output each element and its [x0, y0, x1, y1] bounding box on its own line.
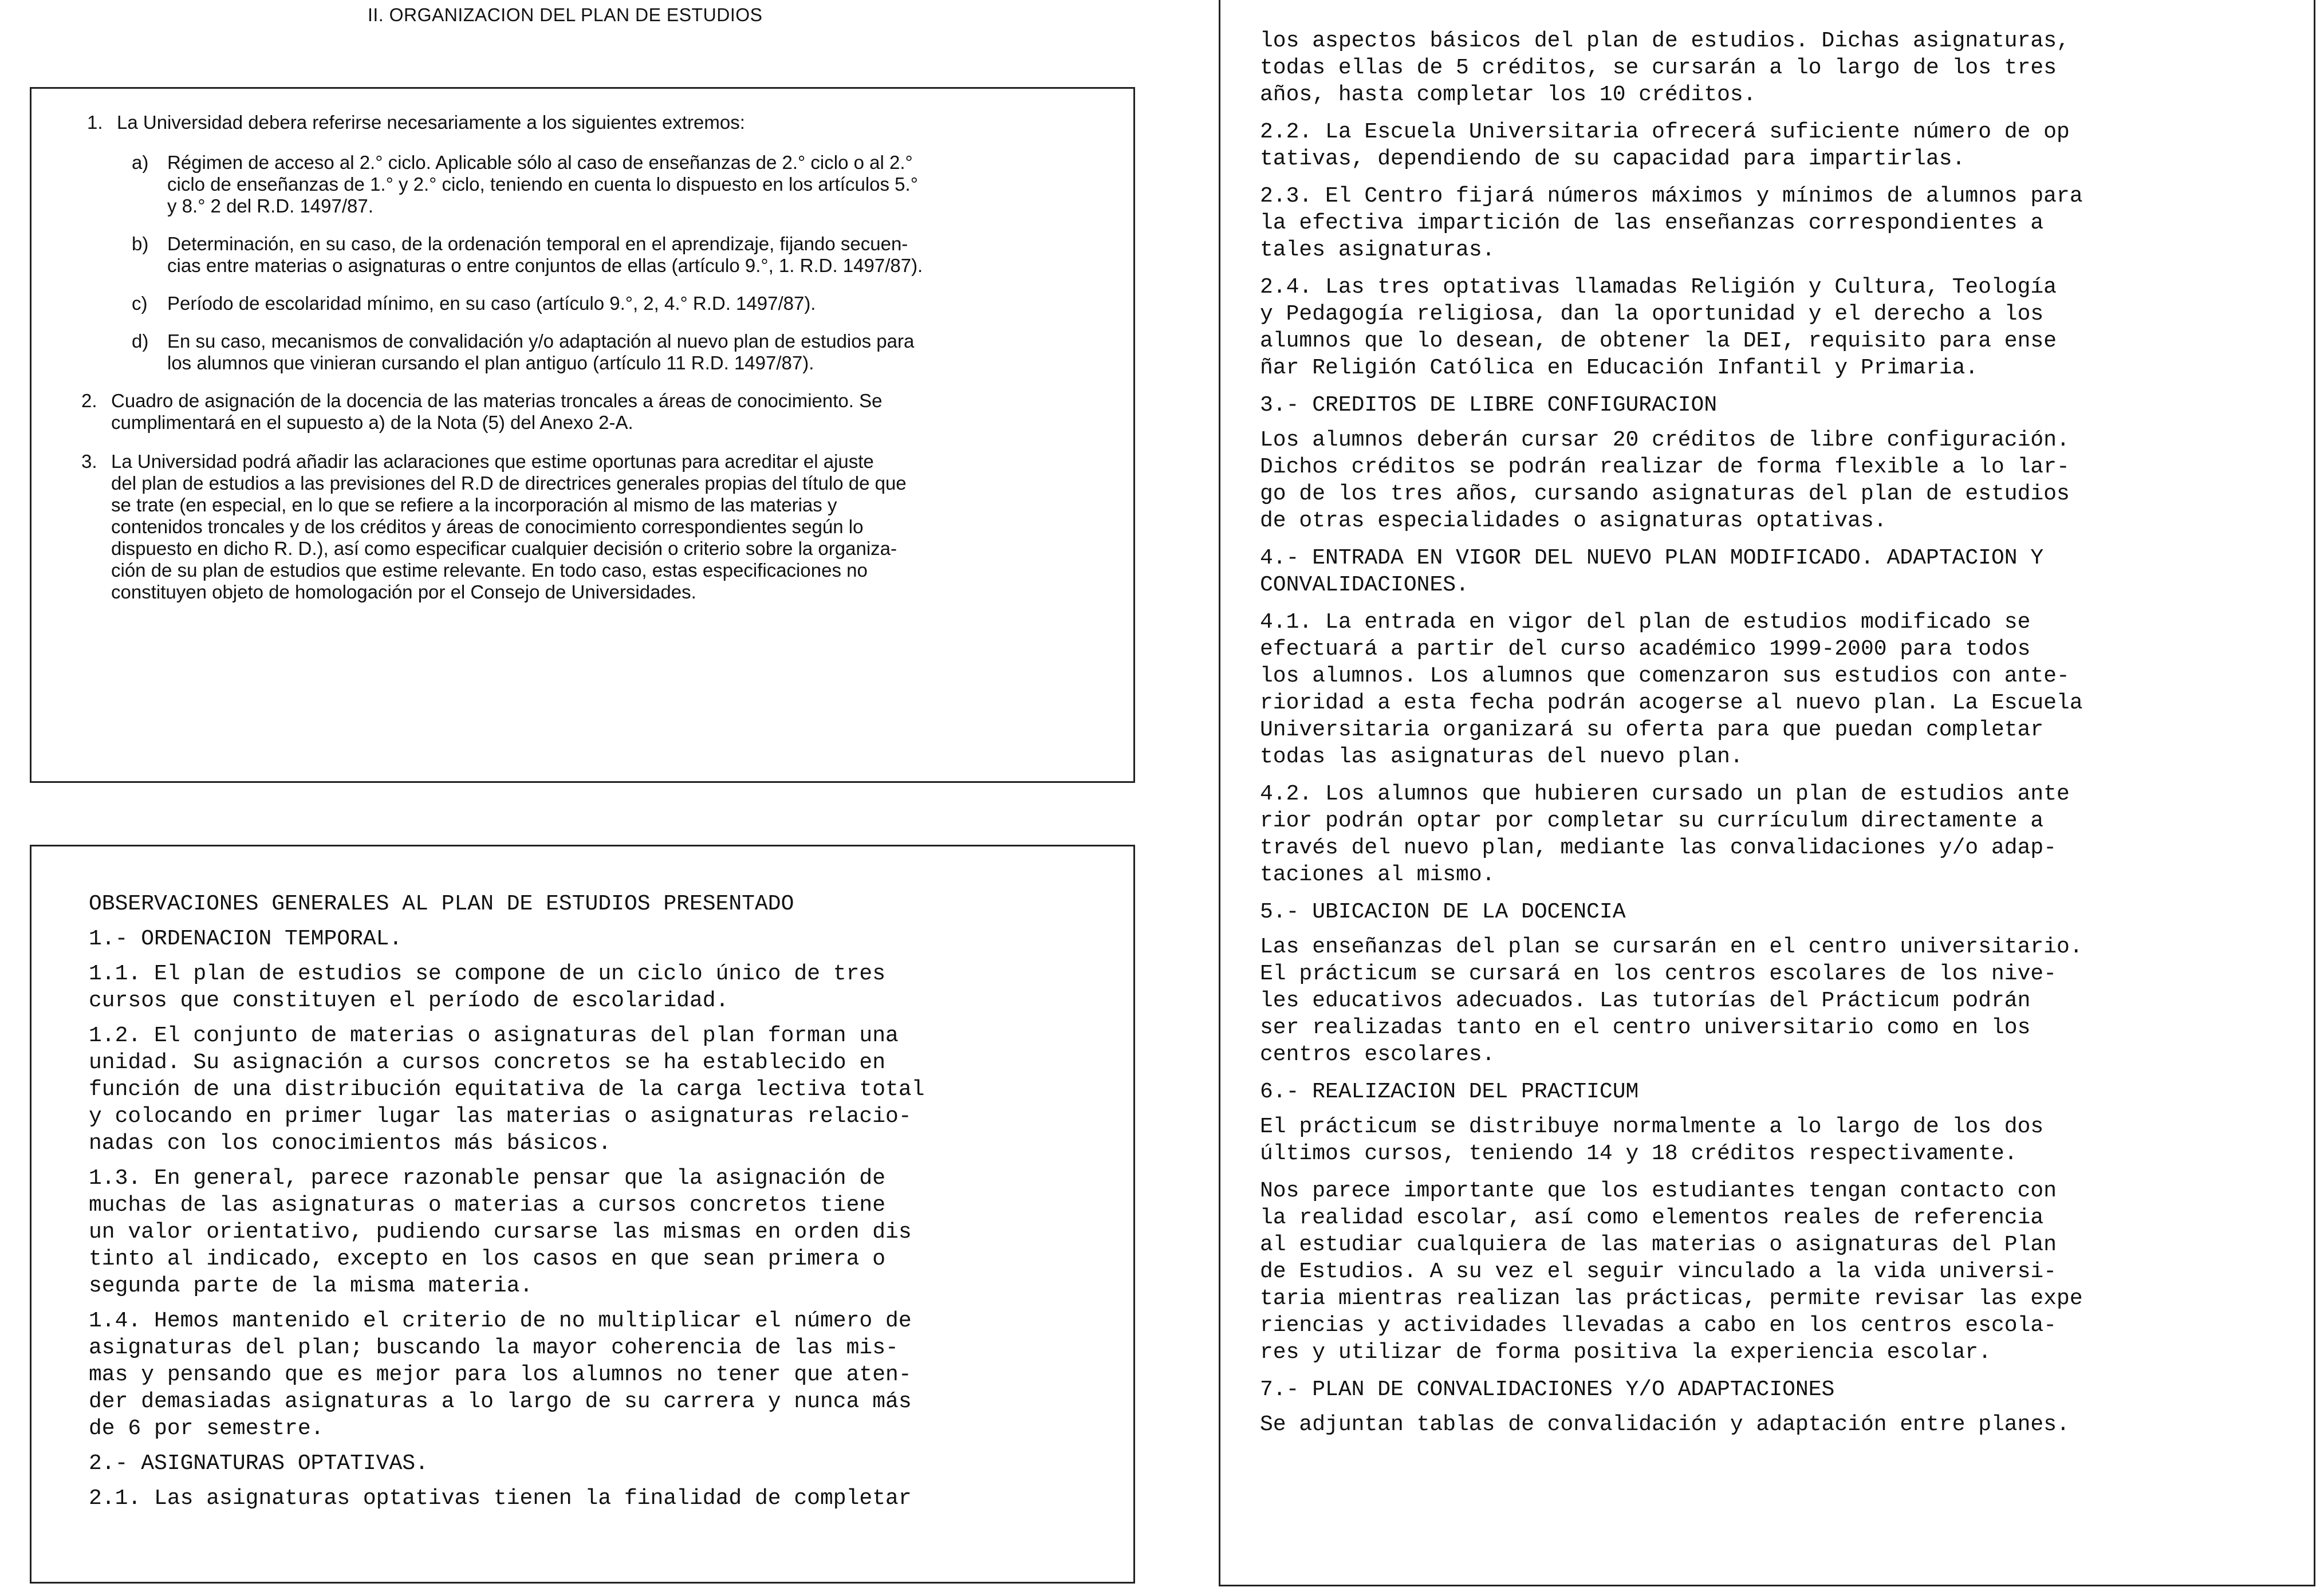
text-line: función de una distribución equitativa de la carga lectiva total: [89, 1077, 925, 1102]
observation-paragraph: [89, 1022, 924, 1157]
text-line: efectuará a partir del curso académico 1999-2000 para todos: [1260, 637, 2031, 661]
text-line: Universitaria organizará su oferta para que puedan completar: [1260, 718, 2044, 742]
subitem-letter: c): [132, 293, 148, 314]
right-paragraph: [1260, 1078, 2083, 1105]
text-line: 4.- ENTRADA EN VIGOR DEL NUEVO PLAN MODIFICADO. ADAPTACION Y: [1260, 546, 2044, 570]
subitem-letter: d): [132, 330, 149, 352]
text-line: El prácticum se cursará en los centros escolares de los nive-: [1260, 962, 2057, 986]
text-line: rioridad a esta fecha podrán acogerse al nuevo plan. La Escuela: [1260, 691, 2083, 715]
text-line: 7.- PLAN DE CONVALIDACIONES Y/O ADAPTACIONES: [1260, 1377, 1835, 1402]
text-line: les educativos adecuados. Las tutorías del Prácticum podrán: [1260, 988, 2031, 1013]
right-paragraph: [1260, 1411, 2083, 1438]
text-line: Las enseñanzas del plan se cursarán en el centro universitario.: [1260, 935, 2083, 959]
text-line: y Pedagogía religiosa, dan la oportunidad y el derecho a los: [1260, 302, 2044, 326]
text-line: años, hasta completar los 10 créditos.: [1260, 82, 1756, 107]
text-line: tinto al indicado, excepto en los casos en que sean primera o: [89, 1247, 886, 1271]
observaciones-text: [89, 891, 924, 1520]
subitem-line: ciclo de enseñanzas de 1.° y 2.° ciclo, teniendo en cuenta lo dispuesto en los artículos 5.°: [167, 174, 918, 195]
text-line: OBSERVACIONES GENERALES AL PLAN DE ESTUDIOS PRESENTADO: [89, 892, 794, 916]
text-line: 2.3. El Centro fijará números máximos y mínimos de alumnos para: [1260, 184, 2083, 208]
text-line: 3.- CREDITOS DE LIBRE CONFIGURACION: [1260, 393, 1718, 418]
observation-paragraph: [89, 926, 924, 952]
text-line: 2.- ASIGNATURAS OPTATIVAS.: [89, 1451, 428, 1476]
item-line: La Universidad podrá añadir las aclaraciones que estime oportunas para acreditar el ajuste: [111, 451, 874, 472]
text-line: taciones al mismo.: [1260, 863, 1495, 887]
text-line: 5.- UBICACION DE LA DOCENCIA: [1260, 900, 1626, 924]
subitem-line: Régimen de acceso al 2.° ciclo. Aplicable sólo al caso de enseñanzas de 2.° ciclo o al 2.°: [167, 152, 913, 173]
observation-paragraph: [89, 891, 924, 917]
text-line: los alumnos. Los alumnos que comenzaron sus estudios con ante-: [1260, 664, 2070, 688]
text-line: través del nuevo plan, mediante las convalidaciones y/o adap-: [1260, 836, 2057, 860]
text-line: unidad. Su asignación a cursos concretos se ha establecido en: [89, 1050, 886, 1075]
subitem-line: Período de escolaridad mínimo, en su caso (artículo 9.°, 2, 4.° R.D. 1497/87).: [167, 293, 816, 314]
text-line: ñar Religión Católica en Educación Infantil y Primaria.: [1260, 356, 1979, 380]
text-line: tativas, dependiendo de su capacidad para impartirlas.: [1260, 147, 1965, 171]
text-line: Dichos créditos se podrán realizar de forma flexible a lo lar-: [1260, 455, 2070, 479]
right-paragraph: [1260, 545, 2083, 598]
text-line: 2.2. La Escuela Universitaria ofrecerá suficiente número de op: [1260, 120, 2070, 144]
instruction-item: [81, 451, 1101, 603]
text-line: últimos cursos, teniendo 14 y 18 créditos respectivamente.: [1260, 1141, 2018, 1166]
section-title: II. ORGANIZACION DEL PLAN DE ESTUDIOS: [368, 5, 763, 25]
item-number: 2.: [81, 390, 97, 411]
item-line: se trate (en especial, en lo que se refiere a la incorporación al mismo de las materias y: [111, 494, 837, 515]
text-line: cursos que constituyen el período de escolaridad.: [89, 988, 729, 1013]
text-line: de 6 por semestre.: [89, 1416, 324, 1441]
right-paragraph: [1260, 1177, 2083, 1366]
observation-paragraph: [89, 1450, 924, 1477]
right-paragraph: [1260, 427, 2083, 534]
instruction-item: [87, 110, 1101, 135]
instruction-subitem: [132, 293, 1101, 314]
text-line: un valor orientativo, pudiendo cursarse las mismas en orden dis: [89, 1220, 912, 1245]
text-line: riencias y actividades llevadas a cabo en los centros escola-: [1260, 1313, 2057, 1338]
text-line: nadas con los conocimientos más básicos.: [89, 1131, 612, 1156]
text-line: de otras especialidades o asignaturas optativas.: [1260, 509, 1887, 533]
text-line: 1.1. El plan de estudios se compone de un ciclo único de tres: [89, 962, 886, 986]
observation-paragraph: [89, 1165, 924, 1299]
text-line: El prácticum se distribuye normalmente a lo largo de los dos: [1260, 1114, 2044, 1139]
item-line: del plan de estudios a las previsiones del R.D de directrices generales propias del título de que: [111, 472, 907, 494]
right-paragraph: [1260, 274, 2083, 381]
text-line: Se adjuntan tablas de convalidación y adaptación entre planes.: [1260, 1412, 2070, 1437]
text-line: muchas de las asignaturas o materias a cursos concretos tiene: [89, 1193, 886, 1218]
text-line: todas ellas de 5 créditos, se cursarán a lo largo de los tres: [1260, 56, 2057, 80]
right-paragraph: [1260, 27, 2083, 108]
text-line: 2.4. Las tres optativas llamadas Religión y Cultura, Teología: [1260, 275, 2057, 300]
text-line: der demasiadas asignaturas a lo largo de su carrera y nunca más: [89, 1389, 912, 1414]
subitem-line: y 8.° 2 del R.D. 1497/87.: [167, 195, 373, 216]
right-paragraph: [1260, 1113, 2083, 1167]
text-line: centros escolares.: [1260, 1042, 1495, 1067]
text-line: mas y pensando que es mejor para los alumnos no tener que aten-: [89, 1362, 912, 1387]
text-line: rior podrán optar por completar su currículum directamente a: [1260, 809, 2044, 833]
item-line: cumplimentará en el supuesto a) de la Nota (5) del Anexo 2-A.: [111, 412, 633, 433]
instruction-subitem: [132, 233, 1101, 277]
right-paragraph: [1260, 1376, 2083, 1403]
item-line: ción de su plan de estudios que estime relevante. En todo caso, estas especificaciones no: [111, 560, 868, 581]
text-line: Nos parece importante que los estudiantes tengan contacto con: [1260, 1179, 2057, 1203]
item-line: Cuadro de asignación de la docencia de las materias troncales a áreas de conocimiento. Se: [111, 390, 883, 411]
text-line: ser realizadas tanto en el centro universitario como en los: [1260, 1015, 2031, 1040]
text-line: la efectiva impartición de las enseñanzas correspondientes a: [1260, 211, 2044, 235]
text-line: todas las asignaturas del nuevo plan.: [1260, 745, 1743, 769]
instruction-item: [81, 390, 1101, 434]
item-line: constituyen objeto de homologación por el Consejo de Universidades.: [111, 581, 696, 602]
text-line: 2.1. Las asignaturas optativas tienen la finalidad de completar: [89, 1486, 912, 1511]
right-paragraph: [1260, 119, 2083, 172]
text-line: al estudiar cualquiera de las materias o asignaturas del Plan: [1260, 1232, 2057, 1257]
text-line: res y utilizar de forma positiva la experiencia escolar.: [1260, 1340, 1992, 1365]
right-paragraph: [1260, 183, 2083, 263]
text-line: de Estudios. A su vez el seguir vinculado a la vida universi-: [1260, 1259, 2057, 1284]
instructions-list: [81, 110, 1101, 620]
text-line: Los alumnos deberán cursar 20 créditos de libre configuración.: [1260, 428, 2070, 452]
observation-paragraph: [89, 1485, 924, 1512]
observation-paragraph: [89, 960, 924, 1014]
instruction-subitem: [132, 152, 1101, 217]
item-text: La Universidad debera referirse necesariamente a los siguientes extremos:: [117, 112, 745, 133]
right-paragraph: [1260, 392, 2083, 419]
subitem-letter: a): [132, 152, 149, 173]
subitem-line: Determinación, en su caso, de la ordenación temporal en el aprendizaje, fijando secuen-: [167, 233, 908, 254]
observation-paragraph: [89, 1307, 924, 1442]
right-paragraph: [1260, 781, 2083, 888]
instruction-subitem: [132, 330, 1101, 374]
text-line: 4.1. La entrada en vigor del plan de estudios modificado se: [1260, 610, 2031, 635]
text-line: 1.- ORDENACION TEMPORAL.: [89, 927, 403, 951]
text-line: 1.4. Hemos mantenido el criterio de no multiplicar el número de: [89, 1309, 912, 1333]
text-line: los aspectos básicos del plan de estudios. Dichas asignaturas,: [1260, 29, 2070, 53]
text-line: CONVALIDACIONES.: [1260, 573, 1469, 597]
right-column-text: [1260, 27, 2083, 1448]
text-line: taria mientras realizan las prácticas, permite revisar las expe: [1260, 1286, 2083, 1311]
right-paragraph: [1260, 934, 2083, 1068]
subitem-letter: b): [132, 233, 149, 254]
text-line: y colocando en primer lugar las materias o asignaturas relacio-: [89, 1104, 912, 1129]
subitem-line: cias entre materias o asignaturas o entre conjuntos de ellas (artículo 9.°, 1. R.D. 1497/87).: [167, 255, 923, 276]
text-line: go de los tres años, cursando asignaturas del plan de estudios: [1260, 482, 2070, 506]
text-line: asignaturas del plan; buscando la mayor coherencia de las mis-: [89, 1336, 899, 1360]
item-line: dispuesto en dicho R. D.), así como especificar cualquier decisión o criterio sobre la organiza-: [111, 538, 897, 559]
subitem-line: En su caso, mecanismos de convalidación y/o adaptación al nuevo plan de estudios para: [167, 330, 915, 352]
text-line: segunda parte de la misma materia.: [89, 1274, 533, 1298]
item-number: 3.: [81, 451, 97, 472]
right-paragraph: [1260, 609, 2083, 770]
subitem-line: los alumnos que vinieran cursando el plan antiguo (artículo 11 R.D. 1497/87).: [167, 352, 814, 373]
text-line: 6.- REALIZACION DEL PRACTICUM: [1260, 1080, 1639, 1104]
item-line: contenidos troncales y de los créditos y áreas de conocimiento correspondientes según lo: [111, 516, 864, 537]
text-line: 1.3. En general, parece razonable pensar que la asignación de: [89, 1166, 886, 1191]
item-number: 1.: [87, 112, 103, 133]
text-line: tales asignaturas.: [1260, 238, 1495, 262]
text-line: 4.2. Los alumnos que hubieren cursado un plan de estudios ante: [1260, 782, 2070, 806]
text-line: 1.2. El conjunto de materias o asignaturas del plan forman una: [89, 1023, 899, 1048]
text-line: alumnos que lo desean, de obtener la DEI, requisito para ense: [1260, 329, 2057, 353]
text-line: la realidad escolar, así como elementos reales de referencia: [1260, 1206, 2044, 1230]
right-paragraph: [1260, 899, 2083, 926]
